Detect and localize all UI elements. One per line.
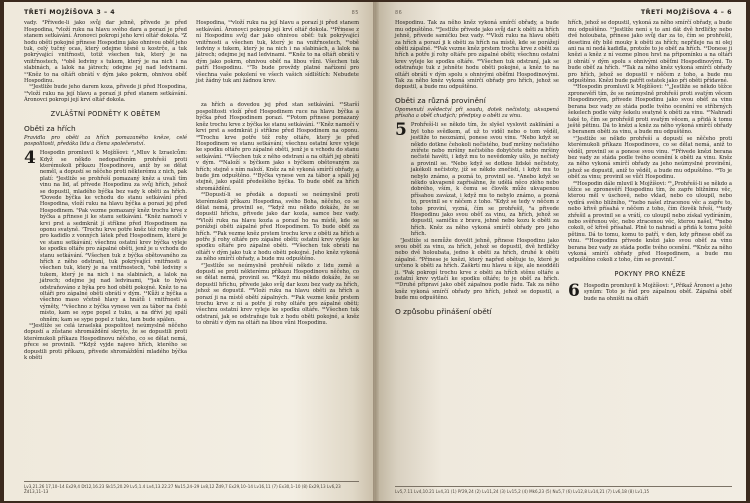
right-running-head xyxy=(395,10,732,16)
left-running-title: TŘETÍ MOJŽÍŠOVA 3 – 4 xyxy=(24,9,116,16)
paragraph: ¹³Jestliže se celá izraelská pospolitost neúmyslně něčeho dopustí a zůstane shromáždění skryto, že se dopustili proti kterémukoli příkazu Hospodinovu něčeho, co se dělat nemá, přece se provinili. ¹⁴Když vyjde najevo hřích, kterého se dopustili proti příkazu, přivede shromáždění mladého býčka k oběti xyxy=(24,323,187,362)
section-title: ZVLÁŠTNÍ PODNĚTY K OBĚTEM xyxy=(50,109,161,118)
right-footnotes: Lv5,7.11 Lv4,10.21 Lv4,31 (1) Př29,24 (2) Lv11,24 (3) Lv15,2 (4) Mk6,23 (5) Nu5,7 (6) Lv12,8 Lv14,21 (7) Lv6,18 (8) Lv1,15 xyxy=(395,486,732,494)
chapter-number: 5 xyxy=(395,120,407,141)
book-spread xyxy=(4,2,746,501)
paragraph: ¹²Jestliže bude jeho darem koza, přivede ji před Hospodina, ¹³vloží ruku na její hlavu a porazí ji před stanem setkávání. Áronovci pokropí její krví oltář dokola. xyxy=(24,84,187,104)
right-column-1 xyxy=(395,20,559,317)
paragraph: Hospodin promluvil k Mojžíšovi: ²„Mluv k Izraelcům: Když se někdo nedopatřením prohřeší proti kterémukoli příkazu Hospodinovu, aniž by se dělat neměl, a dopustí se něčeho proti některému z nich, pak platí: ³Jestliže se prohřeší pomazaný kněz a uvalí tím vinu na lid, ať přivede Hospodinu za svůj hřích, jehož se dopustil, mladého býčka bez vady k oběti za hřích. ⁴Dovede býčka ke vchodu do stanu setkávání před Hospodina, vloží ruku na hlavu býčka a porazí jej před Hospodinem. ⁵Pak vezme pomazaný kněz trochu krve z býčka a přinese ji ke stanu setkávání. ⁶Kněz namočí v krvi prst a sedmkrát jí stříkne před Hospodinem na oponu svatyně. ⁷Trochu krve potře kněz též rohy oltáře pro kadidlo z vonných látek před Hospodinem, které je ve stanu setkávání; všechnu ostatní krev býčka vyleje ke spodku oltáře pro zápalné oběti, jenž je u vchodu do stanu setkávání. ⁸Všechen tuk z býčka obětovaného za hřích z něho odstraní, tuk pokrývající vnitřnosti a všechen tuk, který je na vnitřnostech, ⁹obě ledviny s tukem, který je na nich i na slabinách, a lalok na játrech; odejme jej nad ledvinami, ¹⁰jak to bývá odstraňováno z býka pro hod oběti pokojné. Kněz to na oltáři pro zápalné oběti obrátí v dým. ¹¹Kůži z býčka a všechno maso včetně hlavy a hnátů i vnitřnosti a výměty, ¹²všechno z býčka vynese ven za tábor na čisté místo, kam se sype popel z tuku, a na dříví jej spálí ohněm; kam se sype popel z tuku, tam bude spálen. xyxy=(39,150,187,323)
chapter-block xyxy=(395,122,559,237)
chapter-number: 6 xyxy=(568,280,580,301)
paragraph: ¹⁷Jestliže se někdo prohřeší a dopustí se něčeho proti kterémukoli příkazu Hospodinovu, co se dělat nemá, aniž to věděl, provinil se a ponese svou vinu. ¹⁸Přivede knězi berana bez vady ze stáda podle tvého ocenění k oběti za vinu. Kněz za něho vykoná smírčí obřady za jeho neúmyslné provinění, jehož se dopustil, aniž to věděl, a bude mu odpuštěno. ¹⁹To je oběť za vinu; provinil se vůči Hospodinu. xyxy=(568,135,732,181)
subsection-title: Oběti za hřích xyxy=(24,123,76,133)
paragraph: ²²Dopustí-li se předák a dopustí se neúmyslně proti kterémukoli příkazu Hospodina, svého Boha, něčeho, co se dělat nemá, provinil se, ²³když mu někdo dokáže, že se dopustil hříchu, přivede jako dar kozla, samce bez vady. ²⁴Vloží ruku na hlavu kozla a porazí ho na místě, kde se porážejí oběti zápalné před Hospodinem. To bude oběť za hřích. ²⁵Pak vezme kněz prstem trochu krve z oběti za hřích a potře jí rohy oltáře pro zápalné oběti; ostatní krev vyleje ke spodku oltáře pro zápalné oběti. ²⁶Všechen tuk obrátí na oltáři v dým jako tuk z hodu oběti pokojné. Jeho kněz vykoná za něho smírčí obřady, a bude mu odpuštěno. xyxy=(196,192,359,263)
chapter-block xyxy=(24,150,187,323)
paragraph: Prohřeší-li se někdo tím, že slyšel vyslovit zaklínání a byl toho svědkem, ať už to viděl nebo o tom věděl, jestliže to neoznámí, ponese svou vinu. ²Nebo když se někdo dotkne čehokoli nečistého, buď mršiny nečistého zvířete nebo mršiny nečistého dobytčete nebo mršiny nečisté havěti, i když mu to nevědomky ušlo, je nečistý a provinil se. ³Nebo když se dotkne lidské nečistoty, jakékoli nečistoty, jíž se někdo znečistí, i když mu to nebylo známo, a pozná to, provinil se. ⁴Anebo když se někdo ukvapeně zapřisáhne, že udělá něco zlého nebo dobrého, vším, k čemu se člověk může ukvapenou přísahou zavázat, i když mu to nebylo známo, a pozná to, provinil se v něčem z toho. ⁵Když se tedy v něčem z toho proviní, vyzná, čím se prohřešil, ⁶a přivede Hospodinu jako svou oběť za vinu, za hřích, jehož se dopustil, samičku z bravu, jehně nebo kozu k oběti za hřích. Kněz za něho vykoná smírčí obřady pro jeho hřích. xyxy=(410,122,559,238)
right-page xyxy=(375,2,746,501)
paragraph: Hospodinu. Tak za něho kněz vykoná smírčí obřady, a bude mu odpuštěno. ³²Jestliže přivede jako svůj dar k oběti za hřích jehně, přivede samičku bez vady. ³³Vloží ruku na hlavu oběti za hřích a porazí ji k oběti za hřích na místě, kde se porážejí oběti zápalné. ³⁴Pak vezme kněz prstem trochu krve z oběti za hřích a potře jí rohy oltáře pro zápalné oběti; všechnu ostatní krev vyleje ke spodku oltáře. ³⁵Všechen tuk odstraní, jak se odstraňuje tuk z jehněte hodu oběti pokojné, a kněz to na oltáři obrátí v dým spolu s ohnivými oběťmi Hospodinovými. Tak za něho kněz vykoná smírčí obřady pro hřích, jehož se dopustil, a bude mu odpuštěno. xyxy=(395,20,559,91)
paragraph: ⁷Jestliže si nemůže dovolit jehně, přinese Hospodinu jako svou oběť za vinu, za hřích, jehož se dopustil, dvě hrdličky nebo dvě holoubata, jedno k oběti za hřích, druhé k oběti zápalné. ⁸Přinese je knězi, který napřed obětuje to, které je určeno k oběti za hřích. Zaškrtí mu hlavu u šíje, ale neoddělí ji. ⁹Pak pokropí trochu krve z oběti za hřích stěnu oltáře a ostatní krev vytlačí ke spodku oltáře; to je oběť za hřích. ¹⁰Druhé připraví jako oběť zápalnou podle řádu. Tak za něho kněz vykoná smírčí obřady pro hřích, jehož se dopustil, a bude mu odpuštěno. xyxy=(395,237,559,302)
left-column-2 xyxy=(196,20,359,361)
chapter-number: 4 xyxy=(24,148,36,169)
book-gutter xyxy=(373,2,379,501)
left-columns xyxy=(24,20,359,361)
subsection-summary: Pravidla pro oběti za hřích pomazaného kněze, celé pospolitosti, předáka lidu a člena společenství. xyxy=(24,134,187,147)
paragraph: ²⁰Hospodin dále mluvil k Mojžíšovi: ²¹„Prohřeší-li se někdo a těžce se zpronevěří Hospodinu tím, že zapře bližnímu věc, kterou měl v úschově, nebo vklad, nebo co uloupil, nebo vydírá svého bližního, ²²nebo našel ztracenou věc a zapře to, nebo křivě přísahá v něčem z toho, čím člověk hřeší, ²³tedy zhřešil a provinil se a vrátí, co uloupil nebo získal vydíráním, nebo svěřenou věc, nebo ztracenou věc, kterou našel, ²⁴nebo cokoli, oč křivě přísahal. Plně to nahradí a přidá k tomu ještě pětinu. Dá to tomu, komu to patří, v den, kdy přinese oběť za vinu. ²⁵Hospodinu přivede knězi jako svou oběť za vinu berana bez vady ze stáda podle tvého ocenění. ²⁶Kněz za něho vykoná smírčí obřady před Hospodinem, a bude mu odpuštěno cokoli z toho, čím se provinil.“ xyxy=(568,180,732,264)
section-title: POKYNY PRO KNĚZE xyxy=(614,269,686,278)
subsection-summary: Opomenutí svědectví při soudu, dotek nečistoty, ukvapená přísaha a oběť chudých; předpisy o oběti za vinu. xyxy=(395,106,559,120)
paragraph: hřích, jehož se dopustil, vykoná za něho smírčí obřady, a bude mu odpuštěno. ¹¹Jestliže není s to ani dát dvě hrdličky nebo dvě holoubata, přinese jako svůj dar za to, čím se prohřešil, desetinu éfy bílé mouky k oběti za hřích; nepřileje na ni olej ani na ni nedá kadidla, protože to je oběť za hřích. ¹²Donese ji knězi a kněz z ní vezme plnou hrst na připomínku a na oltáři ji obrátí v dým spolu s ohnivými oběťmi Hospodinovými. To bude oběť za hřích. ¹³Tak za něho kněz vykoná smírčí obřady pro hřích, jehož se dopustil v něčem z toho, a bude mu odpuštěno. Knězi bude patřit ostatek jako při oběti přídavné. xyxy=(568,20,732,85)
paragraph: Hospodin promluvil k Mojžíšovi: ²„Přikaž Áronovi a jeho synům: Toto je řád pro zápalnou oběť. Zápalná oběť bude na ohništi na oltáři xyxy=(583,282,732,302)
left-column-1 xyxy=(24,20,187,361)
paragraph: za hřích a dovedou jej před stan setkávání. ¹⁵Starší pospolitosti vloží před Hospodinem ruce na hlavu býčka a býčka před Hospodinem porazí. ¹⁶Potom přinese pomazaný kněz trochu krve z býčka ke stanu setkávání. ¹⁷Kněz namočí v krvi prst a sedmkrát jí stříkne před Hospodinem na oponu. ¹⁸Trochu krve potře též rohy oltáře, který je před Hospodinem ve stanu setkávání; všechnu ostatní krev vyleje ke spodku oltáře pro zápalné oběti, jenž je u vchodu do stanu setkávání. ¹⁹Všechen tuk z něho odstraní a na oltáři jej obrátí v dým. ²⁰Naloží s býčkem jako s býčkem obětovaným za hřích; stejně s ním naloží. Kněz za ně vykoná smírčí obřady, a bude jim odpuštěno. ²¹Býčka vynese ven za tábor a spálí jej stejně, jako spálil předešlého býčka. To bude oběť za hřích shromáždění. xyxy=(196,102,359,192)
left-footnotes: Lv3,21.26 17,10–14 Ex29,4 Dt12,16.23 Sk15,20.29 Lv5,1.4 Lv4,13.22.27 Nu15,24–29 Lv8,12 Žd9,7 Ex29,10–14 Lv16,11 (7) Ex30,1–10 (8) Ex29,13 Lv6,23 Žd13,11–13 xyxy=(24,481,359,494)
right-column-2 xyxy=(568,20,732,317)
right-running-title: TŘETÍ MOJŽÍŠOVA 4 – 6 xyxy=(640,9,732,16)
left-page-number: 85 xyxy=(351,10,359,16)
left-page xyxy=(4,2,375,501)
paragraph: vady. ³Přivede-li jako svůj dar jehně, přivede je před Hospodina, ⁸vloží ruku na hlavu svého daru a porazí je před stanem setkávání. Áronovci pokropí jeho krví oltář dokola. ⁹Z hodu oběti pokojné přinese Hospodinu jako ohnivou oběť jeho tuk, celý tučný ocas, který odejme těsně u kostrče, a tuk pokrývající vnitřnosti, totiž všechen tuk, který je na vnitřnostech, ¹⁰obě ledviny s tukem, který je na nich i na slabinách, a lalok na játrech; odejme jej nad ledvinami. ¹¹Kněz to na oltáři obrátí v dým jako pokrm, ohnivou oběť Hospodinu. xyxy=(24,20,187,85)
paragraph: ²⁷Jestliže se neúmyslně prohřeší někdo z lidu země a dopustí se proti některému příkazu Hospodinovu něčeho, co se dělat nemá, provinil se. ²⁸Když mu někdo dokáže, že se dopustil hříchu, přivede jako svůj dar kozu bez vady za hřích, jehož se dopustil. ²⁹Vloží ruku na hlavu oběti za hřích a porazí ji na místě obětí zápalných. ³⁰Pak vezme kněz prstem trochu krve z ní a potře jí rohy oltáře pro zápalné oběti; všechnu ostatní krev vyleje ke spodku oltáře. ³¹Všechen tuk odstraní, jak se odstraňuje tuk z hodu oběti pokojné, a kněz to obrátí v dým na oltáři na libou vůni Hospodinu. xyxy=(196,262,359,327)
right-columns xyxy=(395,20,732,317)
subsection-title: Oběti za různá provinění xyxy=(395,95,486,105)
chapter-block xyxy=(568,280,732,302)
subsection-title: O způsobu přinášení obětí xyxy=(395,306,492,316)
paragraph: Hospodina, ¹³vloží ruku na její hlavu a porazí ji před stanem setkávání. Áronovci pokropí její krví oltář dokola. ¹⁴Přinese z ní Hospodinu svůj dar jako ohnivou oběť: tuk pokrývající vnitřnosti a všechen tuk, který je na vnitřnostech, ¹⁵obě ledviny s tukem, který je na nich i na slabinách, a lalok na játrech; odejme jej nad ledvinami. ¹⁶Kněz to na oltáři obrátí v dým jako pokrm, ohnivou oběť na libou vůni. Všechen tuk patří Hospodinu. ¹⁷To bude provždy platné nařízení pro všechna vaše pokolení ve všech vašich sídlištích: Nebudete jíst žádný tuk ani žádnou krev. xyxy=(196,20,359,85)
paragraph: ¹⁴Hospodin promluvil k Mojžíšovi: ¹⁵„Jestliže se někdo těžce zpronevěří tím, že se neúmyslně prohřeší proti svatým věcem Hospodinovým, přivede Hospodinu jako svou oběť za vinu berana bez vady ze stáda podle tvého ocenění ve stříbrných šekelech podle váhy šekelu svatyně k oběti za vinu. ¹⁶Nahradí také to, čím se prohřešil proti svatým věcem, a přidá k tomu ještě pětinu. Dá to knězi a kněz za něho vykoná smírčí obřady s beranem oběti za vinu, a bude mu odpuštěno. xyxy=(568,84,732,136)
right-page-number: 86 xyxy=(395,10,403,16)
left-running-head xyxy=(24,10,359,16)
